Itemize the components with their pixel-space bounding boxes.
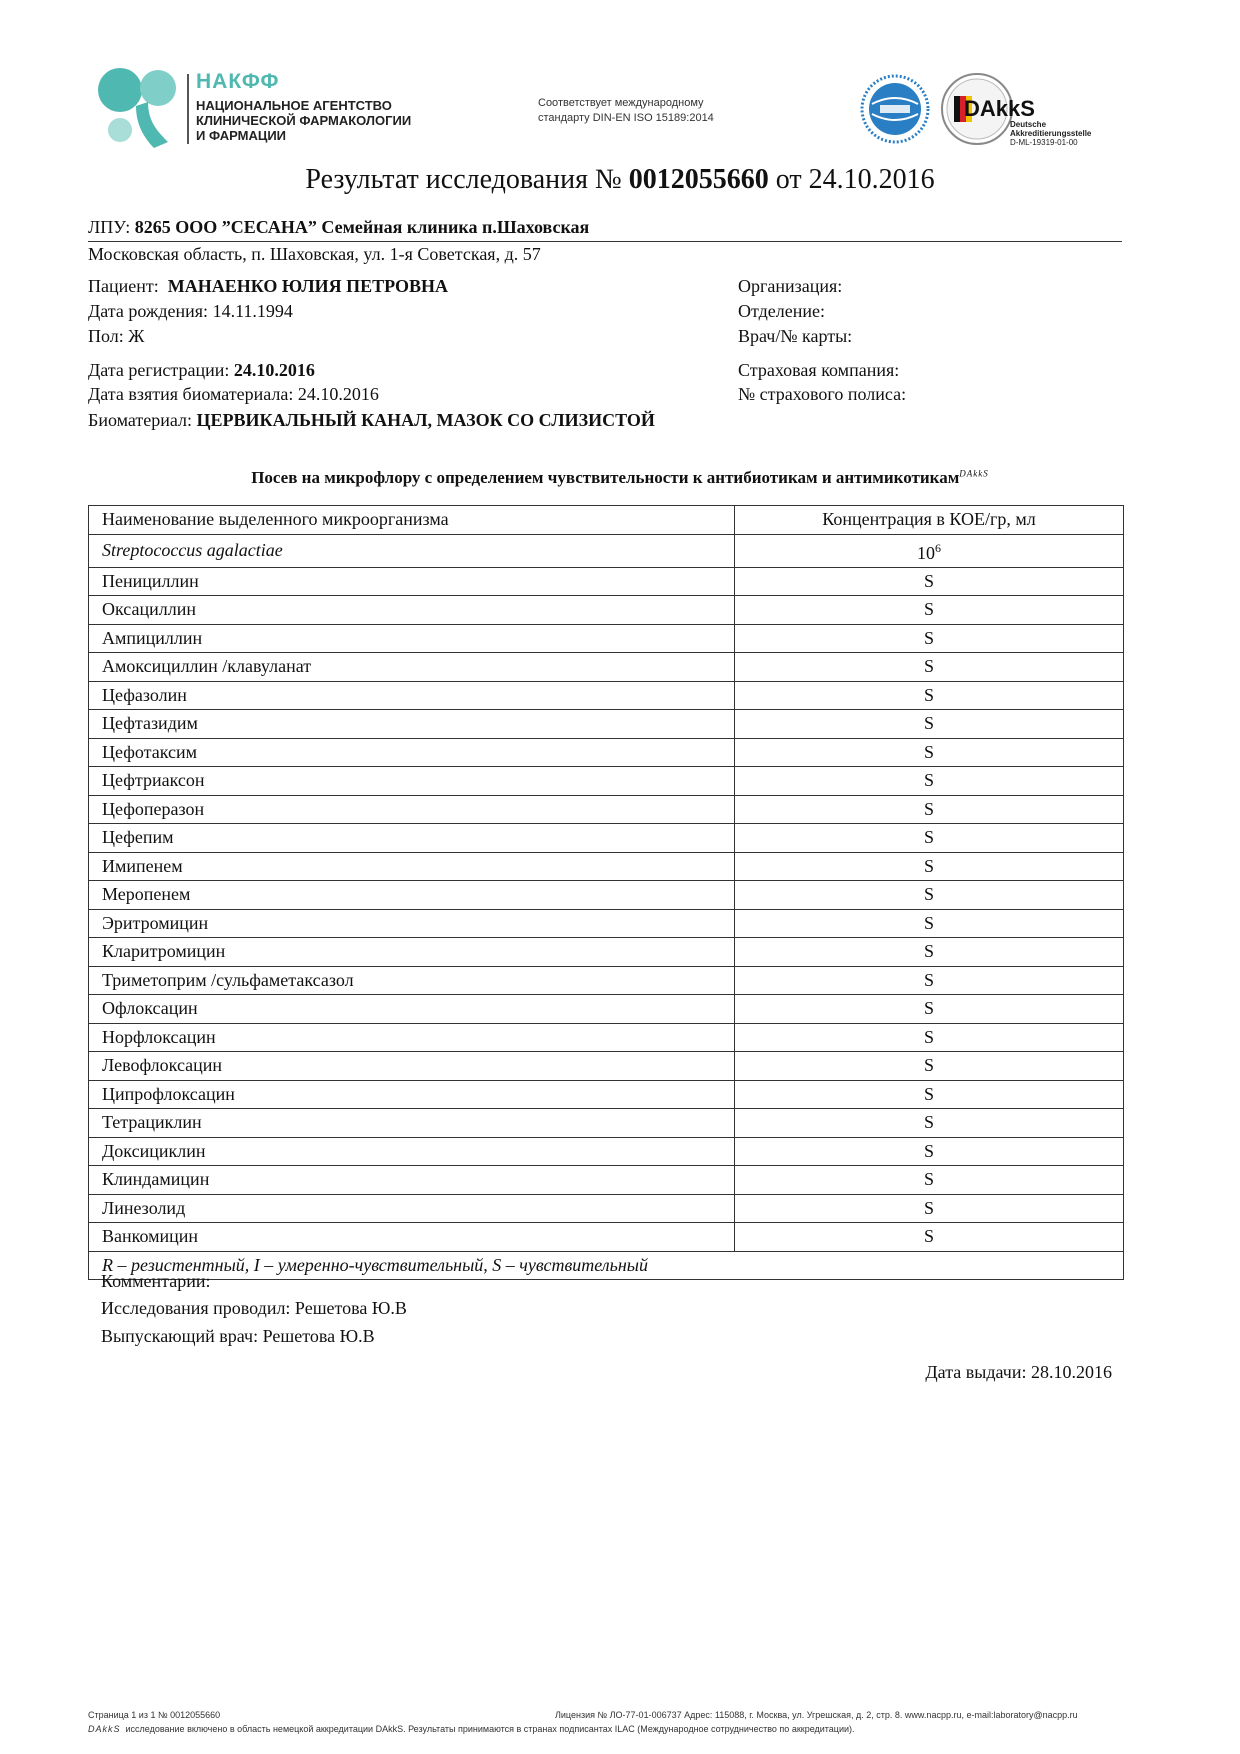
patient-name-row: Пациент: МАНАЕНКО ЮЛИЯ ПЕТРОВНА: [88, 276, 449, 296]
organization-label: Организация:: [738, 276, 843, 296]
dakks-subtitle: Deutsche Akkreditierungsstelle D-ML-19319-01-00: [1010, 120, 1092, 147]
table-row: [89, 624, 1124, 653]
department-label: Отделение:: [738, 301, 826, 321]
antibiotic-name: Офлоксацин: [89, 995, 735, 1024]
footer-dakks-mark: DAkkS: [88, 1724, 121, 1734]
table-row: [89, 966, 1124, 995]
antibiotic-name: Цефтриаксон: [89, 767, 735, 796]
table-row: [89, 995, 1124, 1024]
antibiotic-name: Ципрофлоксацин: [89, 1080, 735, 1109]
sensitivity-result: S: [735, 710, 1124, 739]
sensitivity-result: S: [735, 1223, 1124, 1252]
sex-row: Пол: Ж: [88, 326, 145, 346]
sensitivity-result: S: [735, 1137, 1124, 1166]
antibiotic-name: Доксициклин: [89, 1137, 735, 1166]
sensitivity-result: S: [735, 1080, 1124, 1109]
sensitivity-result: S: [735, 1023, 1124, 1052]
sex: Ж: [128, 326, 145, 346]
releasing-doctor: Выпускающий врач: Решетова Ю.В: [101, 1326, 375, 1346]
table-row: [89, 1023, 1124, 1052]
sensitivity-result: S: [735, 1109, 1124, 1138]
antibiotic-name: Цефепим: [89, 824, 735, 853]
table-row: [89, 1052, 1124, 1081]
sensitivity-result: S: [735, 681, 1124, 710]
patient-name: МАНАЕНКО ЮЛИЯ ПЕТРОВНА: [167, 276, 449, 296]
birth-date-row: Дата рождения: 14.11.1994: [88, 301, 293, 321]
sensitivity-result: S: [735, 1166, 1124, 1195]
table-row: [89, 1223, 1124, 1252]
sensitivity-result: S: [735, 852, 1124, 881]
result-number: 0012055660: [628, 164, 769, 195]
header-microorganism: Наименование выделенного микроорганизма: [89, 506, 735, 535]
footer-accreditation: DAkkS исследование включено в область немецкой аккредитации DAkkS. Результаты принимаются в странах подписантах ILAC (Международное сотрудничество по аккредитации).: [88, 1724, 855, 1734]
issue-date: Дата выдачи: 28.10.2016: [925, 1362, 1112, 1382]
table-row: [89, 852, 1124, 881]
iso-compliance-note: Соответствует международному стандарту DIN-EN ISO 15189:2014: [538, 97, 714, 124]
lpu-address: Московская область, п. Шаховская, ул. 1-я Советская, д. 57: [88, 244, 541, 264]
doctor-card-label: Врач/№ карты:: [738, 326, 853, 346]
table-row: [89, 567, 1124, 596]
sensitivity-result: S: [735, 966, 1124, 995]
antibiotic-name: Цефтазидим: [89, 710, 735, 739]
table-row: [89, 1080, 1124, 1109]
antibiotic-name: Кларитромицин: [89, 938, 735, 967]
header-concentration: Концентрация в КОЕ/гр, мл: [735, 506, 1124, 535]
lpu-divider: [88, 241, 1122, 242]
sensitivity-result: S: [735, 795, 1124, 824]
organism-concentration: $10^6$: [735, 534, 1124, 567]
table-row: [89, 1166, 1124, 1195]
table-header-row: [89, 506, 1124, 535]
brand-divider: [187, 74, 189, 144]
dakks-mark: DAkkS: [959, 468, 989, 479]
antibiotic-name: Ванкомицин: [89, 1223, 735, 1252]
antibiotic-name: Цефазолин: [89, 681, 735, 710]
antibiotic-name: Имипенем: [89, 852, 735, 881]
birth-date: 14.11.1994: [212, 301, 293, 321]
sensitivity-result: S: [735, 1194, 1124, 1223]
antibiotic-name: Триметоприм /сульфаметаксазол: [89, 966, 735, 995]
iaf-seal-icon: [860, 74, 930, 144]
sample-date: 24.10.2016: [297, 384, 379, 404]
sensitivity-result: S: [735, 596, 1124, 625]
antibiotic-name: Пенициллин: [89, 567, 735, 596]
antibiotic-name: Цефотаксим: [89, 738, 735, 767]
lpu-line: ЛПУ: 8265 ООО ”СЕСАНА” Семейная клиника п.Шаховская: [88, 217, 590, 237]
table-row: [89, 938, 1124, 967]
footer-license: Лицензия № ЛО-77-01-006737 Адрес: 115088, г. Москва, ул. Угрешская, д. 2, стр. 8. www.nacpp.ru, e-mail:laboratory@nacpp.ru: [555, 1710, 1078, 1720]
brand-subtitle: НАЦИОНАЛЬНОЕ АГЕНТСТВО КЛИНИЧЕСКОЙ ФАРМАКОЛОГИИ И ФАРМАЦИИ: [196, 98, 412, 143]
lpu-name: 8265 ООО ”СЕСАНА” Семейная клиника п.Шаховская: [134, 217, 590, 237]
antibiotic-name: Ампициллин: [89, 624, 735, 653]
nakff-logo-icon: [96, 66, 186, 150]
table-row: [89, 881, 1124, 910]
table-row: [89, 909, 1124, 938]
table-row: [89, 1109, 1124, 1138]
registration-date: 24.10.2016: [233, 360, 315, 380]
sensitivity-legend: R – резистентный, I – умеренно-чувствительный, S – чувствительный: [89, 1251, 1124, 1280]
antibiotic-name: Меропенем: [89, 881, 735, 910]
sensitivity-result: S: [735, 653, 1124, 682]
legend-row: [89, 1251, 1124, 1280]
sensitivity-result: S: [735, 881, 1124, 910]
comments-label: Комментарии:: [101, 1271, 211, 1291]
registration-date-row: Дата регистрации: 24.10.2016: [88, 360, 315, 380]
biomaterial-row: Биоматериал: ЦЕРВИКАЛЬНЫЙ КАНАЛ, МАЗОК СО СЛИЗИСТОЙ: [88, 410, 655, 430]
table-row: [89, 1194, 1124, 1223]
table-row: [89, 738, 1124, 767]
antibiotic-name: Линезолид: [89, 1194, 735, 1223]
susceptibility-table: [88, 505, 1124, 1280]
table-row: [89, 596, 1124, 625]
antibiotic-name: Оксациллин: [89, 596, 735, 625]
insurance-policy-label: № страхового полиса:: [738, 384, 907, 404]
antibiotic-name: Клиндамицин: [89, 1166, 735, 1195]
table-row: [89, 710, 1124, 739]
sensitivity-result: S: [735, 995, 1124, 1024]
antibiotic-name: Эритромицин: [89, 909, 735, 938]
sensitivity-result: S: [735, 567, 1124, 596]
test-title: Посев на микрофлору с определением чувствительности к антибиотикам и антимикотикам$^{DAkkS}$: [251, 468, 989, 487]
antibiotic-name: Левофлоксацин: [89, 1052, 735, 1081]
table-row: [89, 795, 1124, 824]
sensitivity-result: S: [735, 767, 1124, 796]
sensitivity-result: S: [735, 738, 1124, 767]
dakks-logo-text: DAkkS: [964, 96, 1035, 121]
table-row: [89, 767, 1124, 796]
organism-row: [89, 534, 1124, 567]
sensitivity-result: S: [735, 1052, 1124, 1081]
organism-name: Streptococcus agalactiae: [89, 534, 735, 567]
table-row: [89, 681, 1124, 710]
antibiotic-name: Норфлоксацин: [89, 1023, 735, 1052]
document-title: Результат исследования № 0012055660 от 24.10.2016: [305, 164, 935, 195]
antibiotic-name: Цефоперазон: [89, 795, 735, 824]
table-row: [89, 1137, 1124, 1166]
antibiotic-name: Амоксициллин /клавуланат: [89, 653, 735, 682]
footer-page-number: Страница 1 из 1 № 0012055660: [88, 1710, 221, 1720]
sensitivity-result: S: [735, 909, 1124, 938]
brand-name: НАКФФ: [196, 70, 280, 93]
sensitivity-result: S: [735, 624, 1124, 653]
insurance-company-label: Страховая компания:: [738, 360, 900, 380]
table-row: [89, 824, 1124, 853]
biomaterial: ЦЕРВИКАЛЬНЫЙ КАНАЛ, МАЗОК СО СЛИЗИСТОЙ: [196, 410, 655, 430]
sample-date-row: Дата взятия биоматериала: 24.10.2016: [88, 384, 379, 404]
sensitivity-result: S: [735, 938, 1124, 967]
table-row: [89, 653, 1124, 682]
antibiotic-name: Тетрациклин: [89, 1109, 735, 1138]
result-date: 24.10.2016: [808, 164, 935, 195]
performed-by: Исследования проводил: Решетова Ю.В: [101, 1298, 407, 1318]
sensitivity-result: S: [735, 824, 1124, 853]
